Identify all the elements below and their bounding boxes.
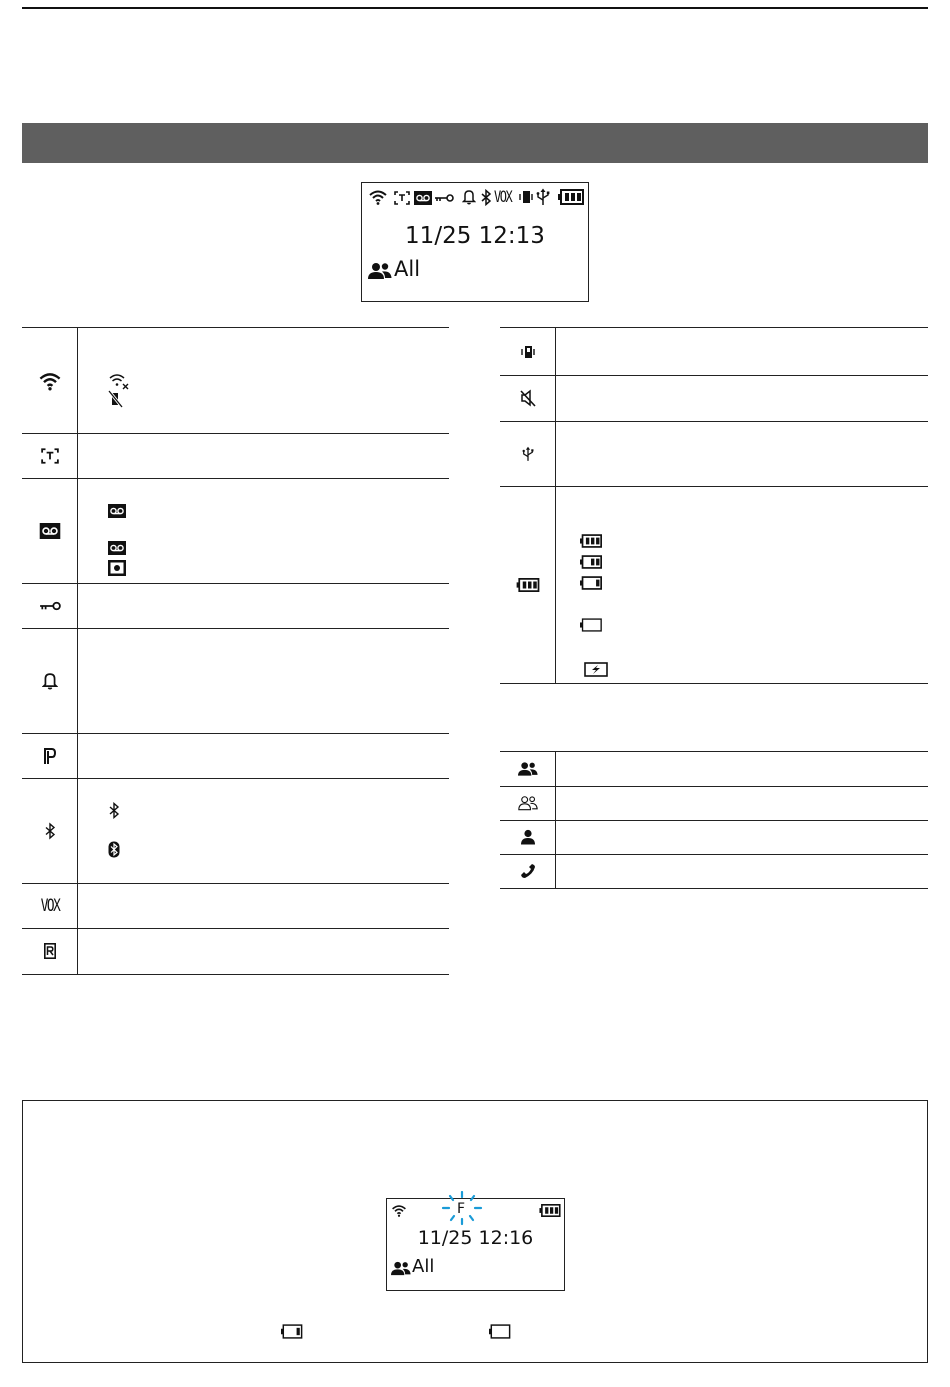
flash-display	[386, 1198, 565, 1291]
table-row	[500, 854, 928, 889]
table-row	[22, 328, 449, 434]
battery-full-icon	[558, 189, 584, 205]
icon-cell	[500, 486, 556, 683]
wifi-icon	[368, 189, 388, 205]
table-row	[500, 752, 928, 787]
group-label: All	[412, 1256, 435, 1277]
icon-cell	[500, 820, 556, 854]
group-filled-icon	[518, 762, 538, 777]
top-rule	[22, 7, 928, 9]
bluetooth-filled-icon	[108, 841, 120, 858]
battery-two-icon	[580, 555, 602, 569]
bluetooth-icon	[44, 822, 56, 839]
icon-cell	[22, 628, 78, 733]
battery-empty-icon	[580, 618, 602, 632]
vibrate-icon	[518, 189, 534, 205]
icon-cell	[500, 375, 556, 421]
table-row	[22, 628, 449, 734]
table-row	[500, 421, 928, 487]
wifi-icon	[391, 1204, 407, 1217]
section-header-bar	[22, 123, 928, 163]
mic-x-icon	[108, 390, 126, 408]
date-time-readout: 11/25 12:13	[405, 223, 545, 249]
icon-cell	[22, 928, 78, 974]
table-row	[22, 733, 449, 779]
phone-icon	[520, 863, 536, 879]
right-icon-table	[500, 327, 928, 684]
group-filled-icon	[368, 262, 392, 280]
table-row	[500, 328, 928, 376]
battery-full-icon	[539, 1204, 561, 1217]
battery-full-icon	[516, 578, 540, 592]
battery-one-icon	[580, 576, 602, 590]
bell-icon	[42, 671, 58, 690]
note-box	[22, 1100, 928, 1363]
icon-cell	[500, 854, 556, 888]
icon-cell	[22, 583, 78, 628]
left-icon-table	[22, 327, 449, 975]
voicemail-icon	[414, 191, 432, 205]
table-row	[22, 928, 449, 975]
table-row	[22, 478, 449, 584]
icon-cell	[500, 752, 556, 786]
speaker-mute-icon	[519, 389, 537, 407]
battery-full-icon	[580, 534, 602, 548]
icon-cell	[22, 733, 78, 778]
icon-cell	[500, 328, 556, 375]
table-row	[22, 433, 449, 479]
table-row	[22, 778, 449, 884]
vox-icon: VOX	[40, 895, 59, 916]
bell-icon	[462, 189, 476, 205]
r-box-icon	[44, 943, 56, 959]
icon-cell	[22, 778, 78, 883]
wifi-x-icon	[108, 372, 130, 390]
individual-icon	[521, 830, 535, 845]
bluetooth-icon	[108, 802, 120, 819]
table-row	[500, 820, 928, 855]
call-type-table	[500, 751, 928, 889]
table-row	[500, 486, 928, 684]
table-row	[500, 375, 928, 422]
bluetooth-icon	[480, 189, 492, 206]
table-row	[22, 883, 449, 929]
flash-letter: F	[457, 1201, 466, 1217]
vibrate-icon	[519, 344, 537, 360]
priority-p-icon	[44, 748, 56, 764]
usb-icon	[536, 188, 550, 206]
scan-bracket-icon	[394, 191, 410, 205]
table-row	[22, 583, 449, 629]
date-time-readout: 11/25 12:16	[417, 1227, 534, 1249]
icon-cell	[500, 421, 556, 486]
voicemail-icon	[108, 504, 126, 518]
record-square-icon	[108, 560, 126, 576]
vox-icon: VOX	[494, 187, 512, 206]
group-label: All	[394, 257, 421, 281]
main-display	[361, 182, 589, 302]
icon-cell	[500, 786, 556, 820]
voicemail-icon	[108, 541, 126, 555]
wifi-icon	[38, 371, 62, 391]
battery-charging-icon	[584, 662, 608, 677]
battery-one-icon	[281, 1324, 303, 1339]
usb-icon	[522, 445, 534, 463]
battery-empty-icon	[489, 1324, 511, 1339]
voicemail-icon	[39, 523, 61, 539]
icon-cell	[22, 478, 78, 583]
table-row	[500, 786, 928, 821]
scan-bracket-icon	[41, 448, 59, 464]
key-icon	[434, 193, 454, 203]
icon-cell	[22, 328, 78, 433]
group-filled-icon	[391, 1261, 411, 1276]
icon-cell	[22, 433, 78, 478]
icon-cell	[22, 883, 78, 928]
key-icon	[39, 600, 61, 611]
group-outline-icon	[518, 796, 538, 811]
